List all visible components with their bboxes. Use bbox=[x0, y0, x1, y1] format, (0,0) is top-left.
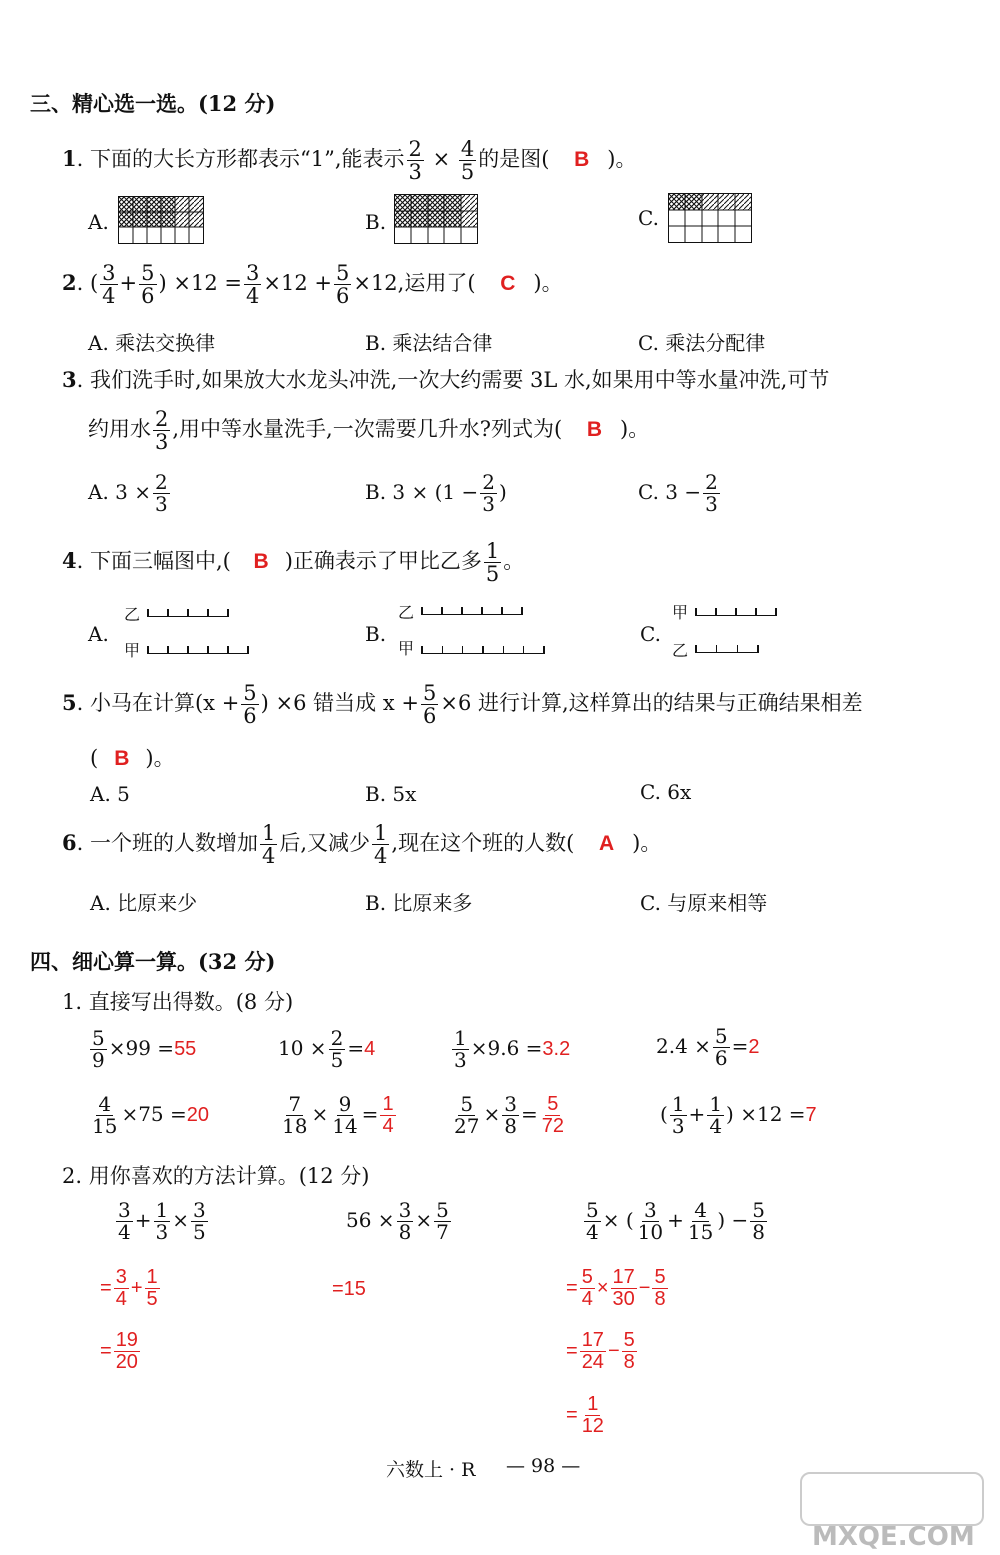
bar-jia bbox=[422, 645, 544, 654]
oral-calc-6: $\frac{7}{18}$ × $\frac{9}{14}$ = $\frac{1}{4}$ bbox=[282, 1092, 394, 1138]
grid-figure-c bbox=[668, 193, 752, 243]
option-b: B. 比原来多 bbox=[365, 891, 473, 915]
oral-calc-3: $\frac{1}{3}$ ×9.6 =3.2 bbox=[454, 1026, 571, 1072]
option-a: A. 5 bbox=[90, 782, 130, 806]
bar-tick bbox=[247, 646, 249, 654]
bar-tick bbox=[715, 608, 717, 616]
bar-yi bbox=[422, 606, 522, 615]
subsection-2: 2. 用你喜欢的方法计算。(12 分) bbox=[62, 1164, 370, 1188]
page-number: — 98 — bbox=[506, 1455, 581, 1477]
calc-problem-2: 56 × $\frac{3}{8}$ × $\frac{5}{7}$ bbox=[346, 1198, 449, 1244]
watermark-logo bbox=[800, 1472, 984, 1526]
question-3-line2: 约用水 $\frac{2}{3}$ ,用中等水量洗手,一次需要几升水?列式为( B )。 bbox=[88, 407, 650, 455]
section3-title: 三、精心选一选。(12 分) bbox=[30, 91, 276, 116]
answer-5: B bbox=[114, 747, 130, 770]
bar-tick bbox=[187, 609, 189, 617]
option-c: C. 乘法分配律 bbox=[638, 331, 766, 355]
bar-tick bbox=[421, 646, 423, 654]
watermark-text: MXQE.COM bbox=[812, 1522, 975, 1552]
label-yi: 乙 bbox=[398, 603, 415, 622]
grid-figure-b bbox=[394, 194, 478, 244]
bar-yi bbox=[148, 608, 228, 617]
option-b: B. 3 × (1 − $\frac{2}{3}$ ) bbox=[365, 470, 507, 516]
option-a-label: A. bbox=[88, 622, 109, 646]
option-c: C. 6x bbox=[640, 780, 692, 804]
bar-tick bbox=[187, 646, 189, 654]
grid-figure-a bbox=[118, 196, 204, 244]
calc-problem-1: $\frac{3}{4}$ + $\frac{1}{3}$ × $\frac{3}{5}$ bbox=[118, 1198, 206, 1244]
oral-calc-8: ( $\frac{1}{3}$ + $\frac{1}{4}$ ) ×12 =7 bbox=[660, 1092, 817, 1138]
option-b-label: B. bbox=[365, 622, 387, 646]
bar-tick bbox=[147, 646, 149, 654]
bar-tick bbox=[147, 609, 149, 617]
calc-step-1b: = $\frac{19}{20}$ bbox=[100, 1329, 138, 1373]
question-5: 5. 小马在计算(x + $\frac{5}{6}$ ) ×6 错当成 x + $\frac{5}{6}$ ×6 进行计算,这样算出的结果与正确结果相差 bbox=[62, 681, 863, 729]
bar-jia bbox=[696, 607, 776, 616]
option-c-label: C. bbox=[638, 206, 659, 230]
option-b: B. 5x bbox=[365, 782, 417, 806]
answer-6: A bbox=[598, 832, 615, 856]
bar-tick bbox=[462, 646, 464, 654]
bar-tick bbox=[735, 608, 737, 616]
section4-title: 四、细心算一算。(32 分) bbox=[30, 949, 276, 974]
bar-tick bbox=[167, 646, 169, 654]
bar-tick bbox=[521, 607, 523, 615]
label-jia: 甲 bbox=[672, 603, 689, 622]
oral-calc-2: 10 × $\frac{2}{5}$ =4 bbox=[278, 1026, 376, 1072]
option-b-label: B. bbox=[365, 210, 387, 234]
bar-tick bbox=[503, 646, 505, 654]
bar-tick bbox=[441, 607, 443, 615]
label-yi: 乙 bbox=[672, 641, 689, 660]
footer-book: 六数上 · R bbox=[386, 1459, 476, 1481]
calc-problem-3: $\frac{5}{4}$ × ( $\frac{3}{10}$ + $\frac{4}{15}$ ) − $\frac{5}{8}$ bbox=[586, 1198, 765, 1244]
bar-tick bbox=[481, 607, 483, 615]
bar-tick bbox=[716, 645, 718, 653]
bar-tick bbox=[775, 608, 777, 616]
option-c: C. 与原来相等 bbox=[640, 891, 768, 915]
option-b: B. 乘法结合律 bbox=[365, 331, 493, 355]
question-2: 2. ( $\frac{3}{4}$ + $\frac{5}{6}$ ) ×12 = $\frac{3}{4}$ ×12 + $\frac{5}{6}$ ×12,运用了( C )。 bbox=[62, 261, 563, 309]
bar-tick bbox=[207, 646, 209, 654]
question-4: 4. 下面三幅图中,( B )正确表示了甲比乙多 $\frac{1}{5}$ 。 bbox=[62, 539, 525, 587]
oral-calc-4: 2.4 × $\frac{5}{6}$ =2 bbox=[656, 1024, 760, 1070]
bar-tick bbox=[227, 609, 229, 617]
question-number: 1 bbox=[62, 146, 77, 172]
oral-calc-5: $\frac{4}{15}$ ×75 =20 bbox=[92, 1092, 210, 1138]
option-a-label: A. bbox=[88, 210, 109, 234]
calc-step-1a: = $\frac{3}{4}$ + $\frac{1}{5}$ bbox=[100, 1266, 158, 1310]
answer-2: C bbox=[500, 272, 516, 296]
oral-calc-1: $\frac{5}{9}$ ×99 =55 bbox=[92, 1026, 197, 1072]
label-yi: 乙 bbox=[124, 605, 141, 624]
bar-tick bbox=[501, 607, 503, 615]
bar-tick bbox=[167, 609, 169, 617]
bar-tick bbox=[421, 607, 423, 615]
bar-yi bbox=[696, 644, 758, 653]
question-1: 1. 下面的大长方形都表示“1”,能表示 $\frac{2}{3}$ × $\frac{4}{5}$ 的是图( B )。 bbox=[62, 137, 637, 185]
bar-tick bbox=[543, 646, 545, 654]
bar-jia bbox=[148, 645, 248, 654]
answer-3: B bbox=[586, 418, 603, 442]
bar-tick bbox=[695, 608, 697, 616]
calc-step-3b: = $\frac{17}{24}$ − $\frac{5}{8}$ bbox=[566, 1329, 635, 1373]
bar-tick bbox=[461, 607, 463, 615]
subsection-1: 1. 直接写出得数。(8 分) bbox=[62, 990, 294, 1014]
bar-tick bbox=[207, 609, 209, 617]
calc-step-3c: = $\frac{1}{12}$ bbox=[566, 1393, 604, 1437]
option-c: C. 3 − $\frac{2}{3}$ bbox=[638, 470, 718, 516]
question-3-line1: 3. 我们洗手时,如果放大水龙头冲洗,一次大约需要 3L 水,如果用中等水量冲洗,可节 bbox=[62, 367, 830, 392]
bar-tick bbox=[695, 645, 697, 653]
label-jia: 甲 bbox=[398, 639, 415, 658]
bar-tick bbox=[482, 646, 484, 654]
question-6: 6. 一个班的人数增加 $\frac{1}{4}$ 后,又减少 $\frac{1}{4}$ ,现在这个班的人数( A )。 bbox=[62, 821, 662, 869]
oral-calc-7: $\frac{5}{27}$ × $\frac{3}{8}$ = $\frac{5}{72}$ bbox=[454, 1092, 564, 1138]
calc-step-2: =15 bbox=[332, 1278, 366, 1300]
calc-step-3a: = $\frac{5}{4}$ × $\frac{17}{30}$ − $\frac{5}{8}$ bbox=[566, 1266, 666, 1310]
bar-tick bbox=[757, 645, 759, 653]
question-5-answer-line: ( B )。 bbox=[90, 746, 175, 770]
answer-1: B bbox=[574, 148, 590, 172]
bar-tick bbox=[737, 645, 739, 653]
option-a: A. 乘法交换律 bbox=[88, 331, 216, 355]
label-jia: 甲 bbox=[124, 641, 141, 660]
option-a: A. 比原来少 bbox=[90, 891, 198, 915]
answer-4: B bbox=[253, 550, 269, 574]
bar-tick bbox=[523, 646, 525, 654]
option-c-label: C. bbox=[640, 622, 661, 646]
option-a: A. 3 × $\frac{2}{3}$ bbox=[88, 470, 168, 516]
bar-tick bbox=[755, 608, 757, 616]
bar-tick bbox=[227, 646, 229, 654]
bar-tick bbox=[442, 646, 444, 654]
